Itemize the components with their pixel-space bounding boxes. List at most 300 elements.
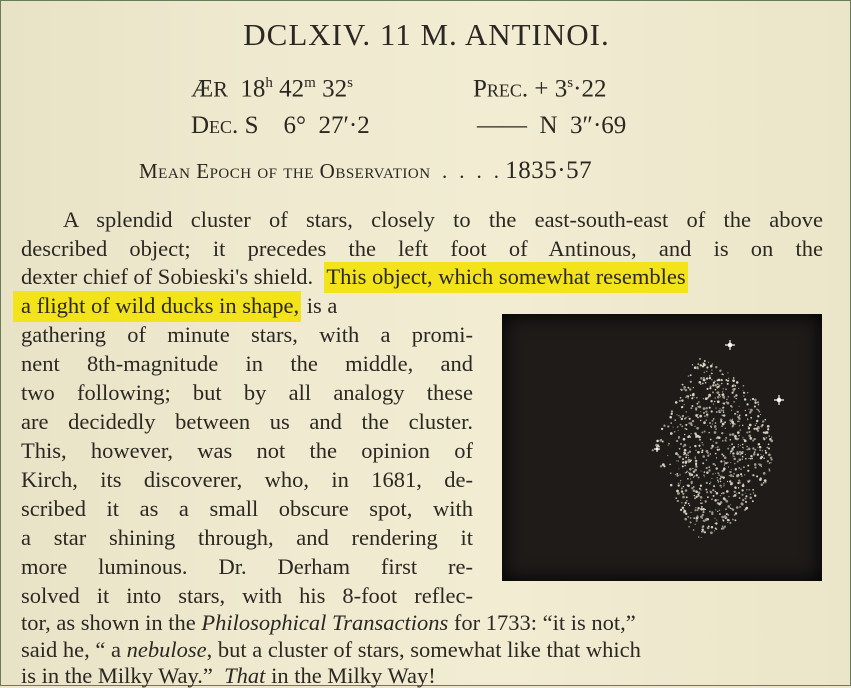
cluster-star — [734, 519, 736, 521]
cluster-star — [741, 489, 743, 491]
cluster-star — [720, 495, 721, 496]
text-line: scribed it as a small obscure spot, with — [21, 496, 473, 521]
cluster-star — [699, 415, 702, 418]
cluster-star — [733, 491, 735, 493]
cluster-star — [722, 492, 724, 494]
cluster-star — [722, 527, 725, 530]
cluster-star — [748, 426, 749, 427]
cluster-star — [678, 475, 679, 476]
prec-label: Prec. — [473, 75, 529, 103]
cluster-star — [723, 485, 724, 486]
cluster-star — [717, 472, 719, 474]
cluster-star — [740, 445, 741, 446]
cluster-star — [725, 508, 727, 510]
cluster-star — [744, 439, 745, 440]
cluster-star — [681, 407, 683, 409]
cluster-star — [680, 389, 682, 391]
cluster-star — [718, 481, 719, 482]
cluster-star — [710, 482, 711, 483]
precession-ra — [473, 75, 606, 103]
cluster-star — [748, 427, 750, 429]
cluster-star — [705, 397, 708, 400]
cluster-star — [763, 437, 765, 439]
cluster-star — [682, 461, 684, 463]
cluster-star — [759, 449, 761, 451]
cluster-star — [733, 377, 735, 379]
cluster-star — [730, 462, 731, 463]
cluster-star — [702, 526, 704, 528]
cluster-star — [723, 483, 724, 484]
cluster-star — [723, 414, 725, 416]
cluster-star — [706, 377, 708, 379]
cluster-star — [684, 428, 686, 430]
text-line — [21, 639, 641, 662]
cluster-star — [755, 425, 756, 426]
cluster-star — [690, 394, 692, 396]
cluster-star — [738, 435, 740, 437]
cluster-star — [754, 463, 757, 466]
cluster-star — [750, 455, 752, 457]
cluster-star — [713, 418, 715, 420]
cluster-star — [757, 401, 759, 403]
cluster-star — [762, 420, 764, 422]
cluster-star — [720, 420, 722, 422]
cluster-star — [695, 465, 697, 467]
cluster-star — [715, 428, 717, 430]
cluster-star — [686, 454, 688, 456]
cluster-star — [688, 526, 690, 528]
cluster-star — [710, 447, 712, 449]
cluster-star — [722, 440, 723, 441]
cluster-star — [756, 475, 758, 477]
star-cluster-drawing — [502, 314, 822, 581]
cluster-star — [700, 508, 703, 511]
prec-tail: ·22 — [573, 75, 607, 103]
cluster-star — [703, 363, 705, 365]
cluster-star — [691, 397, 693, 399]
cluster-star — [706, 371, 707, 372]
cluster-star — [712, 363, 713, 364]
cluster-star — [717, 446, 719, 448]
cluster-star — [741, 451, 743, 453]
cluster-star — [714, 499, 717, 502]
cluster-star — [703, 377, 705, 379]
cluster-star — [677, 500, 679, 502]
cluster-star — [733, 456, 734, 457]
cluster-star — [750, 399, 751, 400]
cluster-star — [698, 401, 699, 402]
cluster-star — [720, 476, 723, 479]
cluster-star — [706, 471, 709, 474]
cluster-star — [739, 506, 741, 508]
ra-symbol: Æ — [191, 75, 214, 103]
cluster-star — [703, 444, 704, 445]
cluster-star — [708, 394, 711, 397]
cluster-star — [752, 489, 754, 491]
cluster-star — [712, 384, 714, 386]
cluster-star — [729, 433, 731, 435]
cluster-star — [749, 411, 751, 413]
cluster-star — [681, 487, 683, 489]
cluster-star — [765, 452, 767, 454]
text-span: , but a cluster of stars, somewhat like that which — [206, 637, 641, 662]
star-cluster-illustration — [502, 314, 822, 581]
cluster-star — [751, 458, 753, 460]
cluster-star — [711, 379, 712, 380]
cluster-star — [711, 373, 713, 375]
cluster-star — [671, 413, 673, 415]
cluster-star — [741, 494, 743, 496]
cluster-star — [717, 499, 719, 501]
cluster-star — [722, 396, 725, 399]
cluster-star — [669, 464, 671, 466]
cluster-star — [707, 455, 709, 457]
cluster-star — [700, 485, 702, 487]
text-span: dexter chief of Sobieski's shield. — [21, 264, 325, 289]
cluster-star — [725, 441, 726, 442]
cluster-star — [700, 516, 703, 519]
cluster-star — [687, 395, 689, 397]
cluster-star — [706, 482, 708, 484]
cluster-star — [706, 407, 708, 409]
cluster-star — [750, 417, 752, 419]
cluster-star — [759, 446, 761, 448]
cluster-star — [698, 477, 700, 479]
cluster-star — [706, 459, 708, 461]
cluster-star — [718, 410, 720, 412]
cluster-star — [700, 502, 702, 504]
ra-seconds-unit: s — [347, 75, 353, 91]
cluster-star — [754, 494, 756, 496]
cluster-star — [738, 458, 741, 461]
cluster-star — [737, 411, 739, 413]
cluster-star — [675, 497, 677, 499]
cluster-star — [738, 487, 739, 488]
cluster-star — [725, 437, 727, 439]
cluster-star — [723, 497, 726, 500]
cluster-star — [678, 483, 679, 484]
cluster-star — [679, 400, 681, 402]
cluster-star — [697, 417, 699, 419]
cluster-star — [704, 372, 706, 374]
cluster-star — [683, 438, 686, 441]
cluster-star — [766, 447, 768, 449]
cluster-star — [758, 409, 760, 411]
cluster-star — [722, 414, 724, 416]
cluster-star — [725, 388, 727, 390]
cluster-star — [726, 513, 728, 515]
cluster-star — [736, 506, 739, 509]
cluster-star — [676, 473, 678, 475]
cluster-star — [743, 484, 744, 485]
cluster-star — [731, 406, 733, 408]
cluster-star — [710, 453, 711, 454]
cluster-star — [723, 468, 725, 470]
cluster-star — [701, 537, 702, 538]
cluster-star — [709, 375, 711, 377]
cluster-star — [732, 419, 733, 420]
cluster-star — [700, 448, 701, 449]
cluster-star — [754, 405, 756, 407]
cluster-star — [702, 383, 704, 385]
cluster-star — [704, 421, 705, 422]
cluster-star — [752, 474, 753, 475]
cluster-star — [748, 480, 750, 482]
cluster-star — [694, 509, 696, 511]
cluster-star — [770, 457, 772, 459]
cluster-star — [760, 454, 761, 455]
cluster-star — [765, 450, 767, 452]
cluster-star — [692, 393, 694, 395]
cluster-star — [723, 388, 724, 389]
cluster-star — [716, 411, 718, 413]
cluster-star — [703, 412, 705, 414]
cluster-star — [703, 512, 704, 513]
cluster-star — [694, 497, 696, 499]
cluster-star — [693, 387, 694, 388]
cluster-star — [732, 476, 734, 478]
cluster-star — [720, 460, 722, 462]
text-line — [21, 266, 831, 289]
cluster-star — [743, 392, 745, 394]
cluster-star — [693, 472, 694, 473]
cluster-star — [663, 465, 665, 467]
cluster-star — [724, 461, 725, 462]
cluster-star — [701, 506, 703, 508]
cluster-star — [758, 404, 759, 405]
cluster-star — [709, 387, 711, 389]
cluster-star — [671, 433, 672, 434]
cluster-star — [715, 465, 716, 466]
cluster-star — [727, 402, 730, 405]
cluster-star — [712, 420, 714, 422]
cluster-star — [703, 407, 706, 410]
cluster-star — [742, 458, 743, 459]
cluster-star — [684, 404, 685, 405]
cluster-star — [715, 528, 717, 530]
cluster-star — [740, 429, 742, 431]
cluster-star — [697, 451, 700, 454]
cluster-star — [746, 446, 748, 448]
cluster-star — [740, 473, 742, 475]
cluster-star — [761, 466, 762, 467]
cluster-star — [767, 428, 769, 430]
cluster-star — [757, 447, 758, 448]
cluster-star — [706, 388, 708, 390]
cluster-star — [678, 430, 679, 431]
cluster-star — [747, 419, 748, 420]
cluster-star — [716, 477, 717, 478]
cluster-star — [714, 431, 717, 434]
cluster-star — [756, 409, 757, 410]
cluster-star — [732, 455, 733, 456]
cluster-star — [756, 423, 757, 424]
cluster-star — [682, 493, 684, 495]
cluster-star — [686, 500, 688, 502]
cluster-star — [752, 447, 754, 449]
cluster-star — [752, 500, 754, 502]
cluster-star — [702, 449, 704, 451]
cluster-star — [737, 431, 740, 434]
cluster-star — [708, 396, 709, 397]
cluster-star — [685, 396, 687, 398]
cluster-star — [713, 441, 714, 442]
cluster-star — [688, 416, 689, 417]
cluster-star — [708, 526, 710, 528]
cluster-star — [687, 452, 689, 454]
cluster-star — [691, 474, 694, 477]
cluster-star — [696, 397, 697, 398]
cluster-star — [710, 439, 712, 441]
cluster-star — [739, 453, 741, 455]
cluster-star — [723, 411, 725, 413]
cluster-star — [707, 425, 708, 426]
cluster-star — [725, 500, 728, 503]
cluster-star — [755, 428, 757, 430]
cluster-star — [738, 446, 739, 447]
cluster-star — [684, 505, 685, 506]
cluster-star — [752, 398, 754, 400]
cluster-star — [668, 445, 669, 446]
cluster-star — [771, 436, 772, 437]
italic-word: That — [224, 663, 266, 688]
ra-hours-unit: h — [265, 75, 273, 91]
cluster-star — [694, 475, 696, 477]
cluster-star — [724, 515, 727, 518]
cluster-star — [704, 360, 706, 362]
cluster-star — [701, 528, 703, 530]
cluster-star — [734, 396, 736, 398]
cluster-star — [680, 480, 681, 481]
cluster-star — [698, 445, 700, 447]
cluster-star — [770, 462, 771, 463]
cluster-star — [690, 517, 692, 519]
cluster-star — [714, 523, 715, 524]
cluster-star — [678, 436, 680, 438]
cluster-star — [698, 363, 700, 365]
cluster-star — [763, 482, 765, 484]
cluster-star — [674, 431, 676, 433]
cluster-star — [689, 505, 690, 506]
text-line: a star shining through, and rendering it — [21, 525, 473, 550]
cluster-star — [737, 461, 739, 463]
cluster-star — [689, 468, 692, 471]
cluster-star — [699, 381, 702, 384]
cluster-star — [683, 386, 686, 389]
cluster-star — [695, 490, 698, 493]
cluster-star — [739, 497, 741, 499]
cluster-star — [753, 492, 754, 493]
cluster-star — [692, 420, 694, 422]
cluster-star — [687, 485, 689, 487]
cluster-star — [738, 467, 739, 468]
cluster-star — [706, 419, 707, 420]
cluster-star — [739, 406, 740, 407]
cluster-star — [730, 474, 733, 477]
cluster-star — [678, 456, 681, 459]
cluster-star — [713, 463, 715, 465]
cluster-star — [711, 526, 713, 528]
cluster-star — [698, 436, 701, 439]
cluster-star — [689, 388, 691, 390]
cluster-star — [721, 502, 723, 504]
cluster-star — [767, 425, 770, 428]
cluster-star — [690, 521, 692, 523]
cluster-star — [682, 458, 684, 460]
cluster-star — [704, 431, 706, 433]
text-line: two following; but by all analogy these — [21, 380, 473, 405]
cluster-star — [689, 473, 691, 475]
cluster-star — [698, 536, 699, 537]
cluster-star — [745, 458, 747, 460]
cluster-star — [687, 436, 689, 438]
cluster-star — [762, 424, 764, 426]
cluster-star — [714, 530, 715, 531]
cluster-star — [730, 507, 731, 508]
cluster-star — [714, 397, 716, 399]
cluster-star — [695, 456, 696, 457]
cluster-star — [717, 379, 719, 381]
cluster-star — [712, 489, 714, 491]
cluster-star — [739, 425, 740, 426]
cluster-star — [679, 474, 680, 475]
cluster-star — [683, 452, 685, 454]
cluster-star — [722, 476, 724, 478]
cluster-star — [702, 455, 705, 458]
cluster-star — [754, 438, 756, 440]
cluster-star — [706, 366, 708, 368]
cluster-star — [690, 381, 692, 383]
cluster-star — [755, 400, 757, 402]
cluster-star — [728, 396, 730, 398]
cluster-star — [736, 474, 738, 476]
cluster-star — [695, 458, 696, 459]
cluster-star — [680, 417, 681, 418]
cluster-star — [725, 428, 726, 429]
cluster-star — [757, 454, 759, 456]
cluster-star — [681, 418, 683, 420]
cluster-star — [700, 496, 703, 499]
cluster-star — [768, 443, 770, 445]
cluster-star — [716, 492, 719, 495]
cluster-star — [739, 415, 741, 417]
cluster-star — [727, 522, 728, 523]
cluster-star — [744, 474, 745, 475]
cluster-star — [728, 496, 729, 497]
cluster-star — [763, 472, 766, 475]
cluster-star — [736, 493, 737, 494]
cluster-star — [718, 386, 720, 388]
cluster-star — [708, 469, 710, 471]
cluster-star — [697, 367, 699, 369]
cluster-star — [717, 391, 720, 394]
cluster-star — [754, 451, 756, 453]
cluster-star — [760, 477, 762, 479]
ra-minutes-unit: m — [304, 75, 316, 91]
cluster-star — [734, 463, 736, 465]
cluster-star — [738, 444, 739, 445]
cluster-star — [695, 436, 697, 438]
cluster-star — [695, 434, 697, 436]
cluster-star — [694, 366, 697, 369]
cluster-star — [746, 449, 747, 450]
cluster-star — [732, 433, 735, 436]
cluster-star — [715, 453, 717, 455]
cluster-star — [764, 419, 766, 421]
cluster-star — [697, 494, 699, 496]
cluster-star — [732, 452, 734, 454]
cluster-star — [693, 529, 695, 531]
